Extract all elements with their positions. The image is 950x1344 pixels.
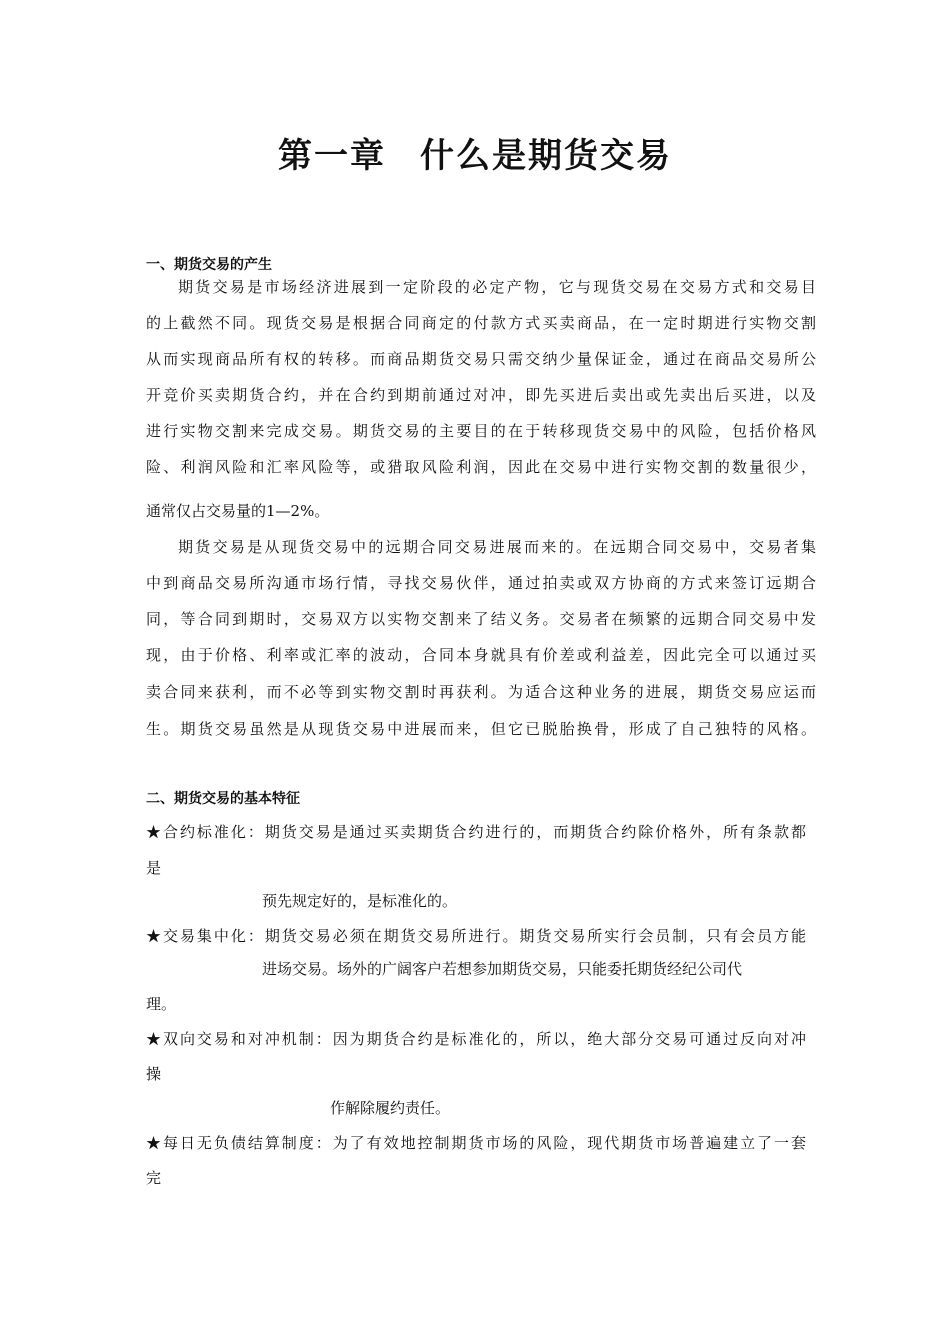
paragraph-line: 险、利润风险和汇率风险等，或猎取风险利润，因此在交易中进行实物交割的数量很少，: [146, 458, 816, 476]
feature-continuation: 预先规定好的，是标准化的。: [262, 892, 458, 910]
feature-wrap-text: 操: [146, 1065, 162, 1083]
feature-wrap-text: 完: [146, 1169, 162, 1187]
paragraph-line: 期货交易是从现货交易中的远期合同交易进展而来的。在远期合同交易中，交易者集: [178, 538, 816, 556]
feature-continuation: 作解除履约责任。: [330, 1099, 451, 1117]
paragraph-line: 通常仅占交易量的1—2%。: [146, 502, 330, 520]
chapter-name: 什么是期货交易: [420, 136, 672, 176]
feature-daily-settlement: ★每日无负债结算制度：为了有效地控制期货市场的风险，现代期货市场普遍建立了一套: [146, 1134, 806, 1152]
paragraph-line: 卖合同来获利，而不必等到实物交割时再获利。为适合这种业务的进展，期货交易应运而: [146, 683, 816, 701]
paragraph-line: 从而实现商品所有权的转移。而商品期货交易只需交纳少量保证金，通过在商品交易所公: [146, 350, 816, 368]
paragraph-line: 生。期货交易虽然是从现货交易中进展而来，但它已脱胎换骨，形成了自己独特的风格。: [146, 720, 816, 738]
feature-wrap-text: 理。: [146, 995, 177, 1013]
paragraph-line: 现，由于价格、利率或汇率的波动，合同本身就具有价差或利益差，因此完全可以通过买: [146, 646, 816, 664]
section-heading-features: 二、期货交易的基本特征: [146, 791, 300, 807]
paragraph-line: 中到商品交易所沟通市场行情，寻找交易伙伴，通过拍卖或双方协商的方式来签订远期合: [146, 574, 816, 592]
paragraph-line: 的上截然不同。现货交易是根据合同商定的付款方式买卖商品，在一定时期进行实物交割: [146, 314, 816, 332]
chapter-title: [0, 128, 950, 177]
feature-centralization: ★交易集中化：期货交易必须在期货交易所进行。期货交易所实行会员制，只有会员方能: [146, 927, 806, 945]
feature-standardization: ★合约标准化：期货交易是通过买卖期货合约进行的，而期货合约除价格外，所有条款都: [146, 823, 806, 841]
feature-wrap-text: 是: [146, 859, 162, 877]
feature-two-way-trading: ★双向交易和对冲机制：因为期货合约是标准化的，所以，绝大部分交易可通过反向对冲: [146, 1030, 806, 1048]
paragraph-line: 开竞价买卖期货合约，并在合约到期前通过对冲，即先买进后卖出或先卖出后买进，以及: [146, 386, 816, 404]
feature-continuation: 进场交易。场外的广阔客户若想参加期货交易，只能委托期货经纪公司代: [262, 960, 743, 978]
chapter-number: 第一章: [278, 136, 386, 176]
section-heading-origin: 一、期货交易的产生: [146, 257, 272, 273]
paragraph-line: 期货交易是市场经济进展到一定阶段的必定产物，它与现货交易在交易方式和交易目: [178, 278, 816, 296]
paragraph-line: 进行实物交割来完成交易。期货交易的主要目的在于转移现货交易中的风险，包括价格风: [146, 422, 816, 440]
paragraph-line: 同，等合同到期时，交易双方以实物交割来了结义务。交易者在频繁的远期合同交易中发: [146, 610, 816, 628]
